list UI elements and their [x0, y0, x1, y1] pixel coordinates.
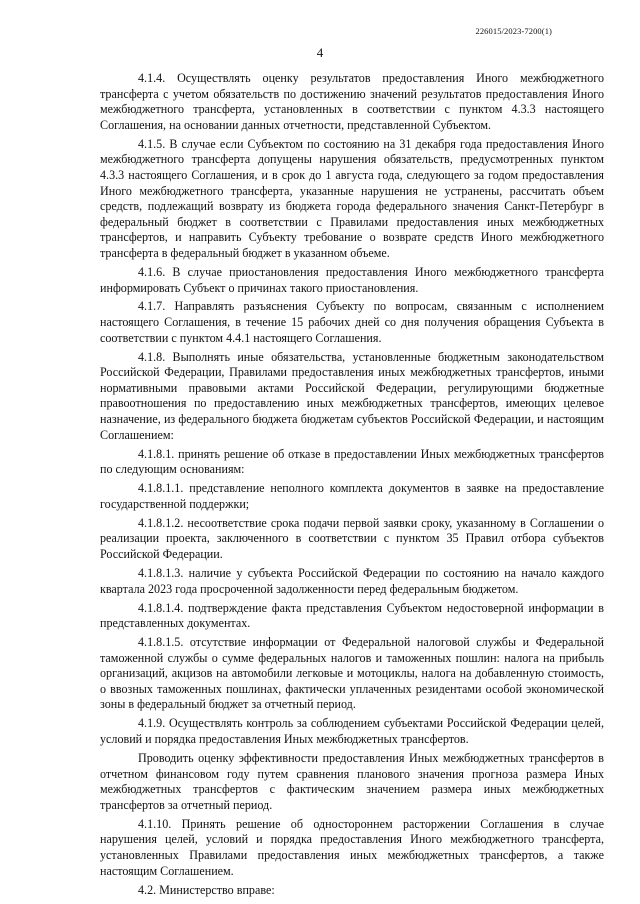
paragraph-4-1-7: 4.1.7. Направлять разъяснения Субъекту по вопросам, связанным с исполнением настоящего Соглашения, в течение 15 рабочих дней со дня получения обращения Субъекта в соответствии с пунктом 4.4.1 настоящего Соглашения. [100, 299, 604, 345]
paragraph-efficiency-assessment: Проводить оценку эффективности предоставления Иных межбюджетных трансфертов в отчетном финансовом году путем сравнения планового значения прогноза размера Иных межбюджетных трансфертов с фактическим значением размера иных межбюджетных трансфертов за отчетный период. [100, 751, 604, 812]
document-body [100, 71, 604, 902]
paragraph-4-1-8-1-5: 4.1.8.1.5. отсутствие информации от Федеральной налоговой службы и Федеральной таможенной службы о сумме федеральных налогов и таможенных пошлин: налога на прибыль организаций, акцизов на автомобили легковые и мотоциклы, налога на добавленную стоимость, о ввозных таможенных пошлинах, фактически уплаченных резидентами особой экономической зоны в федеральный бюджет за отчетный период. [100, 635, 604, 712]
paragraph-4-1-4: 4.1.4. Осуществлять оценку результатов предоставления Иного межбюджетного трансферта с учетом обязательств по достижению значений результатов предоставления Иного межбюджетного трансферта, установленных в соответствии с пунктом 4.3.3 настоящего Соглашения, на основании данных отчетности, представленной Субъектом. [100, 71, 604, 132]
paragraph-4-2: 4.2. Министерство вправе: [138, 882, 275, 897]
paragraph-4-1-9: 4.1.9. Осуществлять контроль за соблюдением субъектами Российской Федерации целей, условий и порядка предоставления Иных межбюджетных трансфертов. [100, 716, 604, 747]
paragraph-4-1-8-1-2: 4.1.8.1.2. несоответствие срока подачи первой заявки сроку, указанному в Соглашении о реализации проекта, заключенного в соответствии с пунктом 35 Правил отбора субъектов Российской Федерации. [100, 515, 604, 561]
paragraph-4-1-8-1: 4.1.8.1. принять решение об отказе в предоставлении Иных межбюджетных трансфертов по следующим основаниям: [100, 446, 604, 477]
registration-number: 226015/2023-7200(1) [475, 26, 552, 36]
paragraph-4-1-8-1-4: 4.1.8.1.4. подтверждение факта представления Субъектом недостоверной информации в представленных документах. [100, 600, 604, 631]
paragraph-4-1-6: 4.1.6. В случае приостановления предоставления Иного межбюджетного трансферта информировать Субъект о причинах такого приостановления. [100, 264, 604, 295]
paragraph-4-1-8-1-3: 4.1.8.1.3. наличие у субъекта Российской Федерации по состоянию на начало каждого квартала 2023 года просроченной задолженности перед федеральным бюджетом. [100, 565, 604, 596]
paragraph-4-1-8-1-1: 4.1.8.1.1. представление неполного комплекта документов в заявке на предоставление государственной поддержки; [100, 481, 604, 511]
page-number: 4 [316, 45, 324, 60]
paragraph-4-1-8: 4.1.8. Выполнять иные обязательства, установленные бюджетным законодательством Российской Федерации, Правилами предоставления иных межбюджетных трансфертов, иными нормативными правовыми актами Российской Федерации, регулирующими бюджетные правоотношения по предоставлению иных межбюджетных трансфертов, имеющих целевое назначение, из федерального бюджета бюджетам субъектов Российской Федерации, и настоящим Соглашением: [100, 349, 604, 442]
paragraph-4-1-10: 4.1.10. Принять решение об одностороннем расторжении Соглашения в случае нарушения целей, условий и порядка предоставления Иного межбюджетного трансферта, установленных Правилами предоставления иных межбюджетных трансфертов, а также настоящим Соглашением. [100, 816, 604, 878]
paragraph-4-1-5: 4.1.5. В случае если Субъектом по состоянию на 31 декабря года предоставления Иного межбюджетного трансферта допущены нарушения обязательств, предусмотренных пунктом 4.3.3 настоящего Соглашения, и в срок до 1 августа года, следующего за годом предоставления Иного межбюджетного трансферта, указанные нарушения не устранены, рассчитать объем средств, подлежащий возврату из бюджета города федерального значения Санкт-Петербург в федеральный бюджет в соответствии с Правилами предоставления иных межбюджетных трансфертов, и направить Субъекту требование о возврате средств Иного межбюджетного трансферта в федеральный бюджет в указанном объеме. [100, 136, 604, 260]
